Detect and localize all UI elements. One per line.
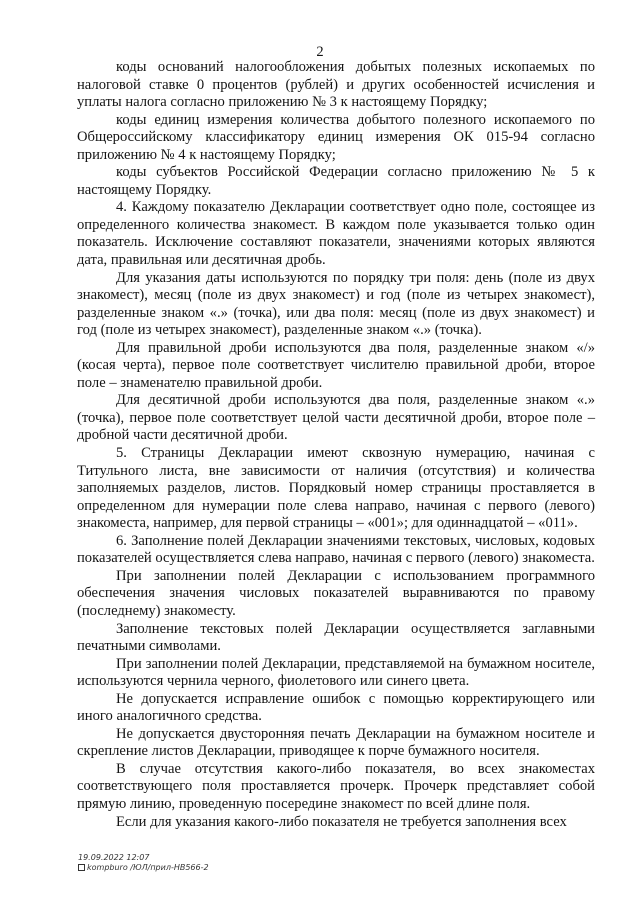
paragraph: 6. Заполнение полей Декларации значениями текстовых, числовых, кодовых показателей осуществляется слева направо, начиная с первого (левого) знакоместа. — [77, 532, 595, 567]
paragraph: 5. Страницы Декларации имеют сквозную нумерацию, начиная с Титульного листа, вне зависимости от наличия (отсутствия) и количества заполняемых разделов, листов. Порядковый номер страницы проставляется в определенном для нумерации поле слева направо, начиная с первого (левого) знакоместа, например, для первой страницы – «001»; для одиннадцатой – «011». — [77, 445, 595, 532]
footer — [78, 853, 209, 873]
paragraph: Для десятичной дроби используются два поля, разделенные знаком «.» (точка), первое поле соответствует целой части десятичной дроби, второе поле – дробной части десятичной дроби. — [77, 392, 595, 444]
footer-path-line — [78, 863, 209, 873]
paragraph: коды субъектов Российской Федерации согласно приложению № 5 к настоящему Порядку. — [77, 164, 595, 198]
paragraph: 4. Каждому показателю Декларации соответствует одно поле, состоящее из определенного количества знакомест. В каждом поле указывается только один показатель. Исключение составляют показатели, значениями которых являются дата, правильная или десятичная дробь. — [77, 199, 595, 269]
footer-path: kompburo /ЮЛ/прил-НВ566-2 — [87, 863, 209, 872]
paragraph: Не допускается двусторонняя печать Декларации на бумажном носителе и скрепление листов Декларации, приводящее к порче бумажного носителя. — [77, 725, 595, 760]
paragraph: Заполнение текстовых полей Декларации осуществляется заглавными печатными символами. — [77, 620, 595, 655]
document-icon — [78, 864, 85, 871]
paragraph: коды единиц измерения количества добытого полезного ископаемого по Общероссийскому классификатору единиц измерения ОК 015-94 согласно приложению № 4 к настоящему Порядку; — [77, 111, 595, 163]
paragraph: В случае отсутствия какого-либо показателя, во всех знакоместах соответствующего поля проставляется прочерк. Прочерк представляет собой прямую линию, проведенную посередине знакомест по всей длине поля. — [77, 760, 595, 812]
footer-date: 19.09.2022 12:07 — [78, 853, 150, 862]
paragraph: При заполнении полей Декларации, представляемой на бумажном носителе, используются чернила черного, фиолетового или синего цвета. — [77, 655, 595, 690]
paragraph: При заполнении полей Декларации с использованием программного обеспечения значения числовых показателей выравниваются по правому (последнему) знакоместу. — [77, 567, 595, 619]
document-body — [77, 59, 595, 831]
page-number: 2 — [316, 44, 324, 60]
paragraph: Для указания даты используются по порядку три поля: день (поле из двух знакомест), месяц (поле из двух знакомест) и год (поле из четырех знакомест), разделенные знаком «.» (точка), или два поля: месяц (поле из двух знакомест) и год (поле из четырех знакомест), разделенные знаком «.» (точка). — [77, 269, 595, 339]
paragraph: Если для указания какого-либо показателя не требуется заполнения всех — [116, 813, 567, 830]
paragraph: коды оснований налогообложения добытых полезных ископаемых по налоговой ставке 0 процентов (рублей) и других особенностей исчисления и уплаты налога согласно приложению № 3 к настоящему Порядку; — [77, 59, 595, 111]
paragraph: Не допускается исправление ошибок с помощью корректирующего или иного аналогичного средства. — [77, 690, 595, 725]
paragraph: Для правильной дроби используются два поля, разделенные знаком «/» (косая черта), первое поле соответствует числителю правильной дроби, второе поле – знаменателю правильной дроби. — [77, 339, 595, 391]
